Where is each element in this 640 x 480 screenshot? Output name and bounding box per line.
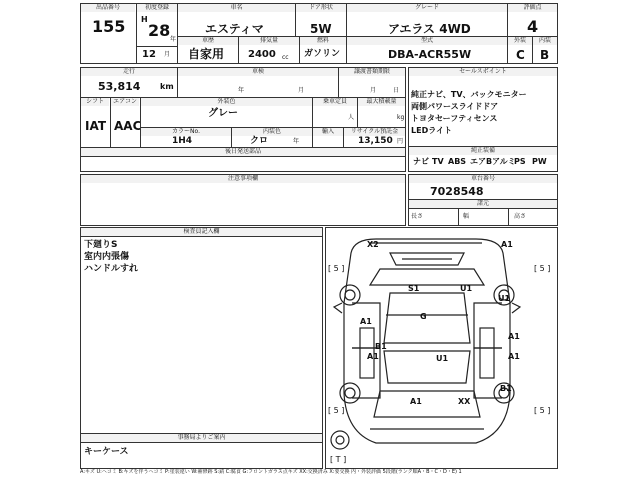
bracket-t: [ T ] xyxy=(330,455,347,464)
import-unit: 年 xyxy=(293,138,300,145)
sales-point-1: 純正ナビ、TV、バックモニター xyxy=(411,90,527,99)
registration-era: H xyxy=(141,15,148,24)
auction-sheet xyxy=(80,3,558,471)
damage-u1-right: U1 xyxy=(498,294,511,303)
inspection-year-unit: 年 xyxy=(238,87,245,94)
equipment-tv: TV xyxy=(432,157,444,166)
registration-month: 12 xyxy=(142,49,156,60)
registration-year-unit: 年 xyxy=(170,36,177,43)
legend-footer: A:キズ U:ヘコミ B:キズを伴うヘコミ P:塗装違い W:補修跡 S:錆 C:腐食 G:フロントガラス点キズ XX:交換済み X:要交換 内・外装評価 5段階(ランク順A・B・C・D・E) 1 xyxy=(80,469,462,475)
equipment-airbag: エアB xyxy=(470,157,493,166)
ac-label: エアコン xyxy=(111,98,139,106)
sales-point-4: LEDライト xyxy=(411,126,452,135)
size-label: 諸元 xyxy=(409,200,557,208)
sales-point-2: 両側パワースライドドア xyxy=(411,102,499,111)
inspector-label: 検査員記入欄 xyxy=(81,228,322,236)
sales-point-3: トヨタセーフティセンス xyxy=(411,114,498,123)
import-label: 輸入 xyxy=(313,128,343,136)
bracket-right-bottom: [ 5 ] xyxy=(534,406,551,415)
category: 自家用 xyxy=(188,47,225,61)
ac: AAC xyxy=(114,119,142,133)
damage-u1-roof: U1 xyxy=(460,284,473,293)
chassis-number: 7028548 xyxy=(430,185,484,198)
displacement: 2400 xyxy=(248,49,276,60)
interior-color-label: 内装色 xyxy=(232,128,312,136)
grade: アエラス 4WD xyxy=(388,22,471,36)
office-label: 事務局よりご案内 xyxy=(81,434,322,442)
door-label: ドア形状 xyxy=(296,4,346,12)
exterior-color: グレー xyxy=(208,108,238,119)
equipment-ps: PS xyxy=(514,157,526,166)
equipment-label: 純正装備 xyxy=(409,147,557,155)
office-note: キーケース xyxy=(84,447,129,457)
car-name: エスティマ xyxy=(205,22,264,36)
inspection-label: 車検 xyxy=(178,68,338,76)
caution-label: 注意事項欄 xyxy=(81,175,405,183)
door-type: 5W xyxy=(310,22,332,36)
height-label: 高さ xyxy=(514,213,527,220)
equipment-pw: PW xyxy=(532,157,547,166)
damage-s1: S1 xyxy=(408,284,420,293)
displacement-label: 排気量 xyxy=(239,37,299,45)
chassis-label: 車台番号 xyxy=(409,175,557,183)
mileage-unit: km xyxy=(160,82,174,91)
color-number-label: カラーNo. xyxy=(141,128,231,136)
damage-g: G xyxy=(420,312,427,321)
damage-a1-left-mid: A1 xyxy=(367,352,379,361)
transfer-month-unit: 月 xyxy=(370,87,377,94)
damage-a1-top: A1 xyxy=(501,240,513,249)
price-unit: 円 xyxy=(397,138,404,145)
lot-label: 出品番号 xyxy=(81,4,135,12)
model-label: 型式 xyxy=(347,37,507,45)
inspector-note-1: 下廻りS xyxy=(84,240,118,250)
inspector-note-3: ハンドルすれ xyxy=(84,264,139,274)
length-label: 長さ xyxy=(411,213,424,220)
damage-b1-right: B1 xyxy=(500,384,512,393)
shift: IAT xyxy=(85,119,107,133)
shift-label: シフト xyxy=(81,98,109,106)
width-label: 幅 xyxy=(463,213,470,220)
equipment-alloy: アルミ xyxy=(492,157,516,166)
mileage: 53,814 xyxy=(98,80,141,93)
registration-label: 初度登録 xyxy=(137,4,177,12)
sales-points-label: セールスポイント xyxy=(409,68,557,76)
color-label: 外装色 xyxy=(141,98,312,106)
lot-number: 155 xyxy=(92,17,126,36)
load-label: 最大積載量 xyxy=(358,98,405,106)
category-label: 車歴 xyxy=(178,37,238,45)
damage-b1-left: B1 xyxy=(375,342,387,351)
transfer-day-unit: 日 xyxy=(393,87,400,94)
exterior-grade: C xyxy=(516,48,525,62)
capacity-label: 乗車定員 xyxy=(313,98,357,106)
damage-x2: X2 xyxy=(367,240,379,249)
displacement-unit: cc xyxy=(282,54,289,61)
damage-a1-rear: A1 xyxy=(410,397,422,406)
price-label: リサイクル預託金 xyxy=(344,128,405,136)
bracket-left-bottom: [ 5 ] xyxy=(328,406,345,415)
damage-u1-center: U1 xyxy=(436,354,449,363)
load-unit: kg xyxy=(397,114,405,121)
car-diagram xyxy=(325,227,558,469)
model-code: DBA-ACR55W xyxy=(388,48,472,61)
interior-label: 内装 xyxy=(533,37,557,45)
color-number: 1H4 xyxy=(172,136,193,146)
bracket-right-top: [ 5 ] xyxy=(534,264,551,273)
damage-xx-rear: XX xyxy=(458,397,471,406)
grade-label: グレード xyxy=(347,4,507,12)
registration-month-unit: 月 xyxy=(164,51,171,58)
interior-grade: B xyxy=(540,48,550,62)
recycle-price: 13,150 xyxy=(358,136,393,146)
inspector-note-2: 室内内張傷 xyxy=(84,252,130,262)
mileage-label: 走行 xyxy=(81,68,177,76)
registration-year: 28 xyxy=(148,21,171,40)
score-label: 評価点 xyxy=(508,4,557,12)
transfer-label: 譲渡書類期限 xyxy=(339,68,405,76)
fuel: ガソリン xyxy=(304,49,341,59)
interior-color: クロ xyxy=(250,136,269,146)
fuel-label: 燃料 xyxy=(300,37,346,45)
inspection-month-unit: 月 xyxy=(298,87,305,94)
exterior-label: 外装 xyxy=(508,37,532,45)
damage-a1-right-front: A1 xyxy=(508,332,520,341)
equipment-abs: ABS xyxy=(448,157,467,166)
damage-a1-right-mid: A1 xyxy=(508,352,520,361)
score: 4 xyxy=(527,17,539,36)
equipment-nav: ナビ xyxy=(413,157,429,166)
capacity-unit: 人 xyxy=(348,114,355,121)
parts-label: 後日発送部品 xyxy=(81,148,405,156)
bracket-left-top: [ 5 ] xyxy=(328,264,345,273)
car-name-label: 車名 xyxy=(178,4,295,12)
damage-a1-left-front: A1 xyxy=(360,317,372,326)
